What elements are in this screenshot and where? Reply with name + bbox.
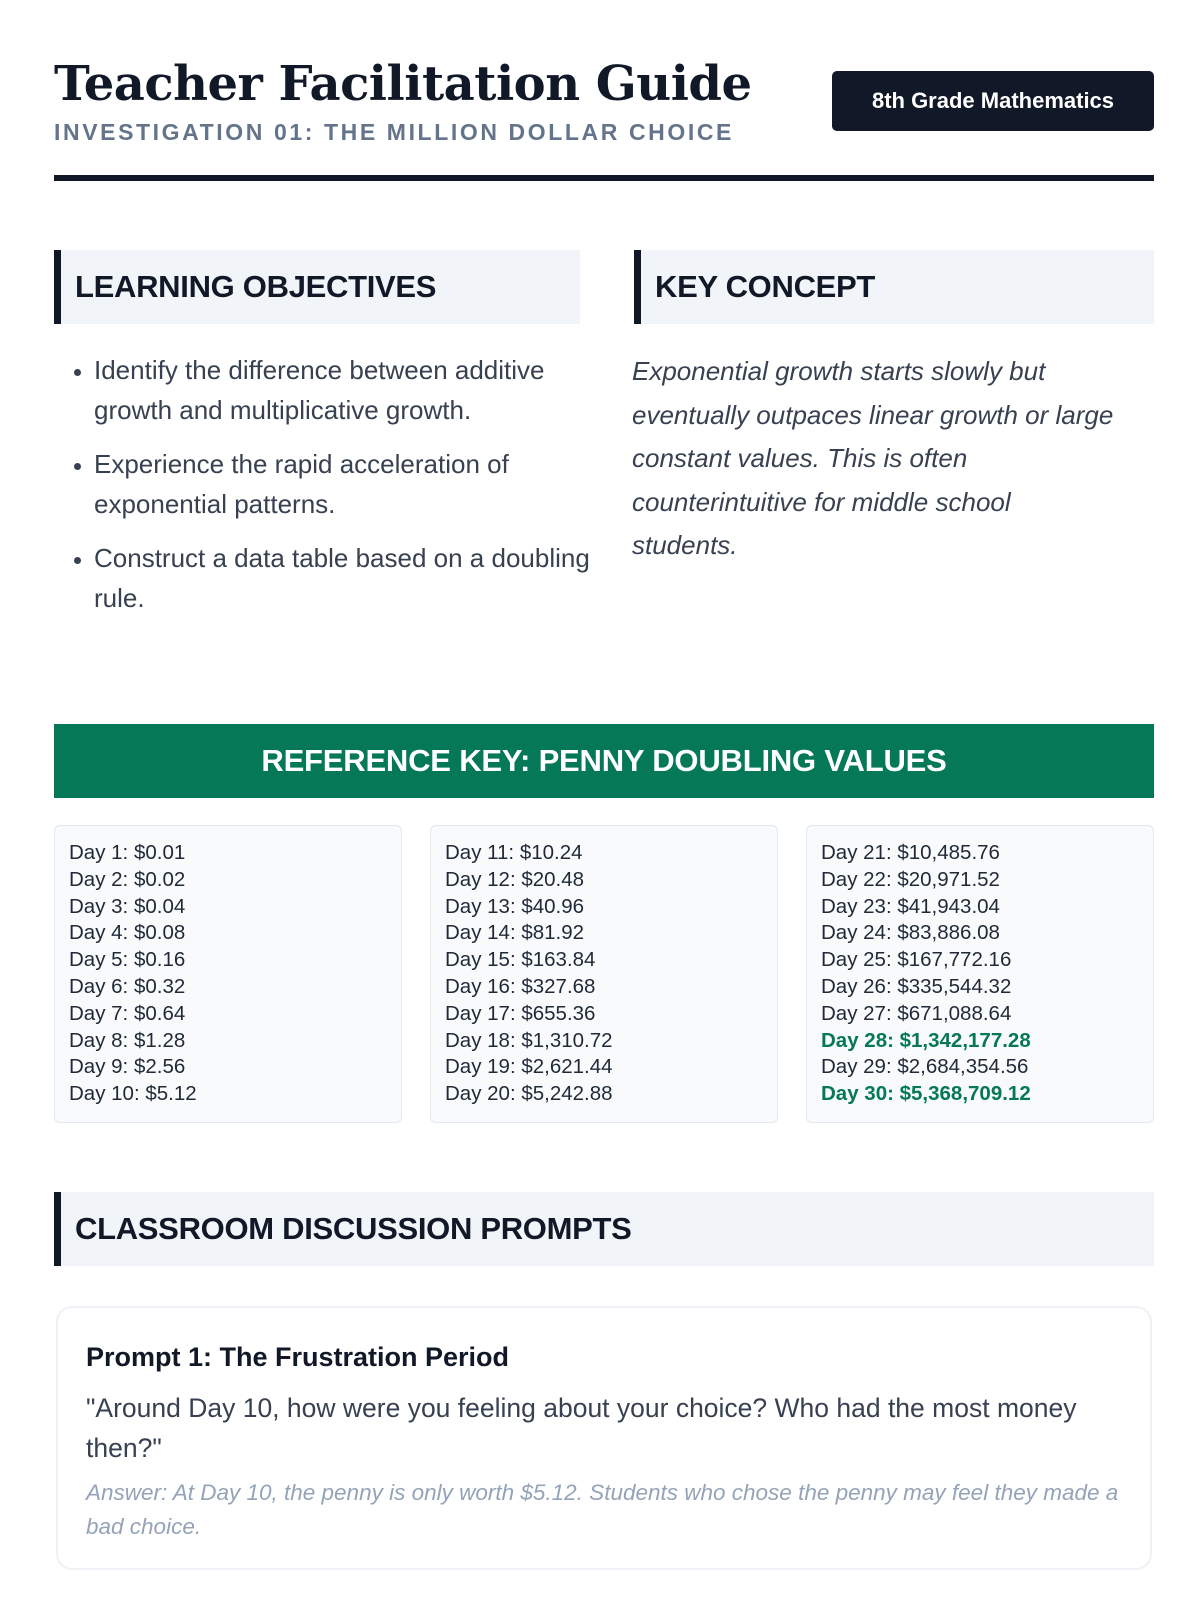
reference-entry: Day 9: $2.56: [69, 1055, 186, 1079]
reference-entry: Day 1: $0.01: [69, 841, 186, 864]
reference-key-banner: REFERENCE KEY: PENNY DOUBLING VALUES: [54, 724, 1154, 798]
reference-entry: Day 18: $1,310.72: [445, 1028, 613, 1052]
reference-entry: Day 3: $0.04: [69, 894, 186, 918]
reference-entry: Day 10: $5.12: [69, 1082, 197, 1106]
objectives-list: [54, 350, 614, 632]
reference-column-3: [806, 825, 1154, 1123]
prompt-title: Prompt 1: The Frustration Period: [86, 1342, 510, 1372]
key-concept-heading: KEY CONCEPT: [634, 250, 1154, 324]
discussion-heading: CLASSROOM DISCUSSION PROMPTS: [54, 1192, 1154, 1266]
reference-entry: Day 20: $5,242.88: [445, 1082, 613, 1106]
page-title: Teacher Facilitation Guide: [54, 56, 752, 112]
reference-entry: Day 11: $10.24: [445, 841, 583, 864]
reference-entry: Day 14: $81.92: [445, 921, 585, 945]
prompt-answer: Answer: At Day 10, the penny is only worth $5.12. Students who chose the penny may feel they made a bad choice.: [86, 1480, 1119, 1539]
prompt-question: "Around Day 10, how were you feeling about your choice? Who had the most money then?": [86, 1393, 1077, 1463]
reference-entry: Day 27: $671,088.64: [821, 1001, 1012, 1025]
grade-badge: 8th Grade Mathematics: [832, 71, 1154, 131]
reference-entry: Day 30: $5,368,709.12: [821, 1082, 1031, 1106]
key-concept-text: Exponential growth starts slowly but eventually outpaces linear growth or large constant values. This is often counterintuitive for middle school students.: [632, 356, 1114, 560]
reference-entry: Day 29: $2,684,354.56: [821, 1055, 1029, 1079]
objectives-heading: LEARNING OBJECTIVES: [54, 250, 580, 324]
reference-entry: Day 15: $163.84: [445, 948, 596, 972]
page-header: [54, 56, 1154, 180]
reference-entry: Day 6: $0.32: [69, 974, 186, 998]
header-divider: [54, 175, 1154, 181]
page-subtitle: INVESTIGATION 01: THE MILLION DOLLAR CHOICE: [54, 119, 734, 145]
objective-item: • Construct a data table based on a doubling rule.: [94, 538, 614, 618]
reference-column-2: [430, 825, 778, 1123]
reference-entry: Day 24: $83,886.08: [821, 921, 1000, 945]
reference-entry: Day 16: $327.68: [445, 974, 596, 998]
reference-column-1: [54, 825, 402, 1123]
reference-entry: Day 19: $2,621.44: [445, 1055, 613, 1079]
prompt-card: [56, 1306, 1152, 1570]
objective-item: • Identify the difference between additive growth and multiplicative growth.: [94, 350, 614, 430]
reference-entry: Day 28: $1,342,177.28: [821, 1028, 1031, 1052]
reference-entry: Day 12: $20.48: [445, 867, 585, 891]
reference-entry: Day 17: $655.36: [445, 1001, 596, 1025]
reference-entry: Day 26: $335,544.32: [821, 974, 1012, 998]
reference-entry: Day 25: $167,772.16: [821, 948, 1012, 972]
reference-entry: Day 21: $10,485.76: [821, 841, 1000, 864]
reference-entry: Day 5: $0.16: [69, 948, 186, 972]
reference-entry: Day 8: $1.28: [69, 1028, 186, 1052]
reference-entry: Day 4: $0.08: [69, 921, 186, 945]
reference-entry: Day 13: $40.96: [445, 894, 585, 918]
objective-item: • Experience the rapid acceleration of exponential patterns.: [94, 444, 614, 524]
reference-entry: Day 23: $41,943.04: [821, 894, 1000, 918]
reference-entry: Day 22: $20,971.52: [821, 867, 1000, 891]
reference-entry: Day 7: $0.64: [69, 1001, 186, 1025]
reference-entry: Day 2: $0.02: [69, 867, 186, 891]
